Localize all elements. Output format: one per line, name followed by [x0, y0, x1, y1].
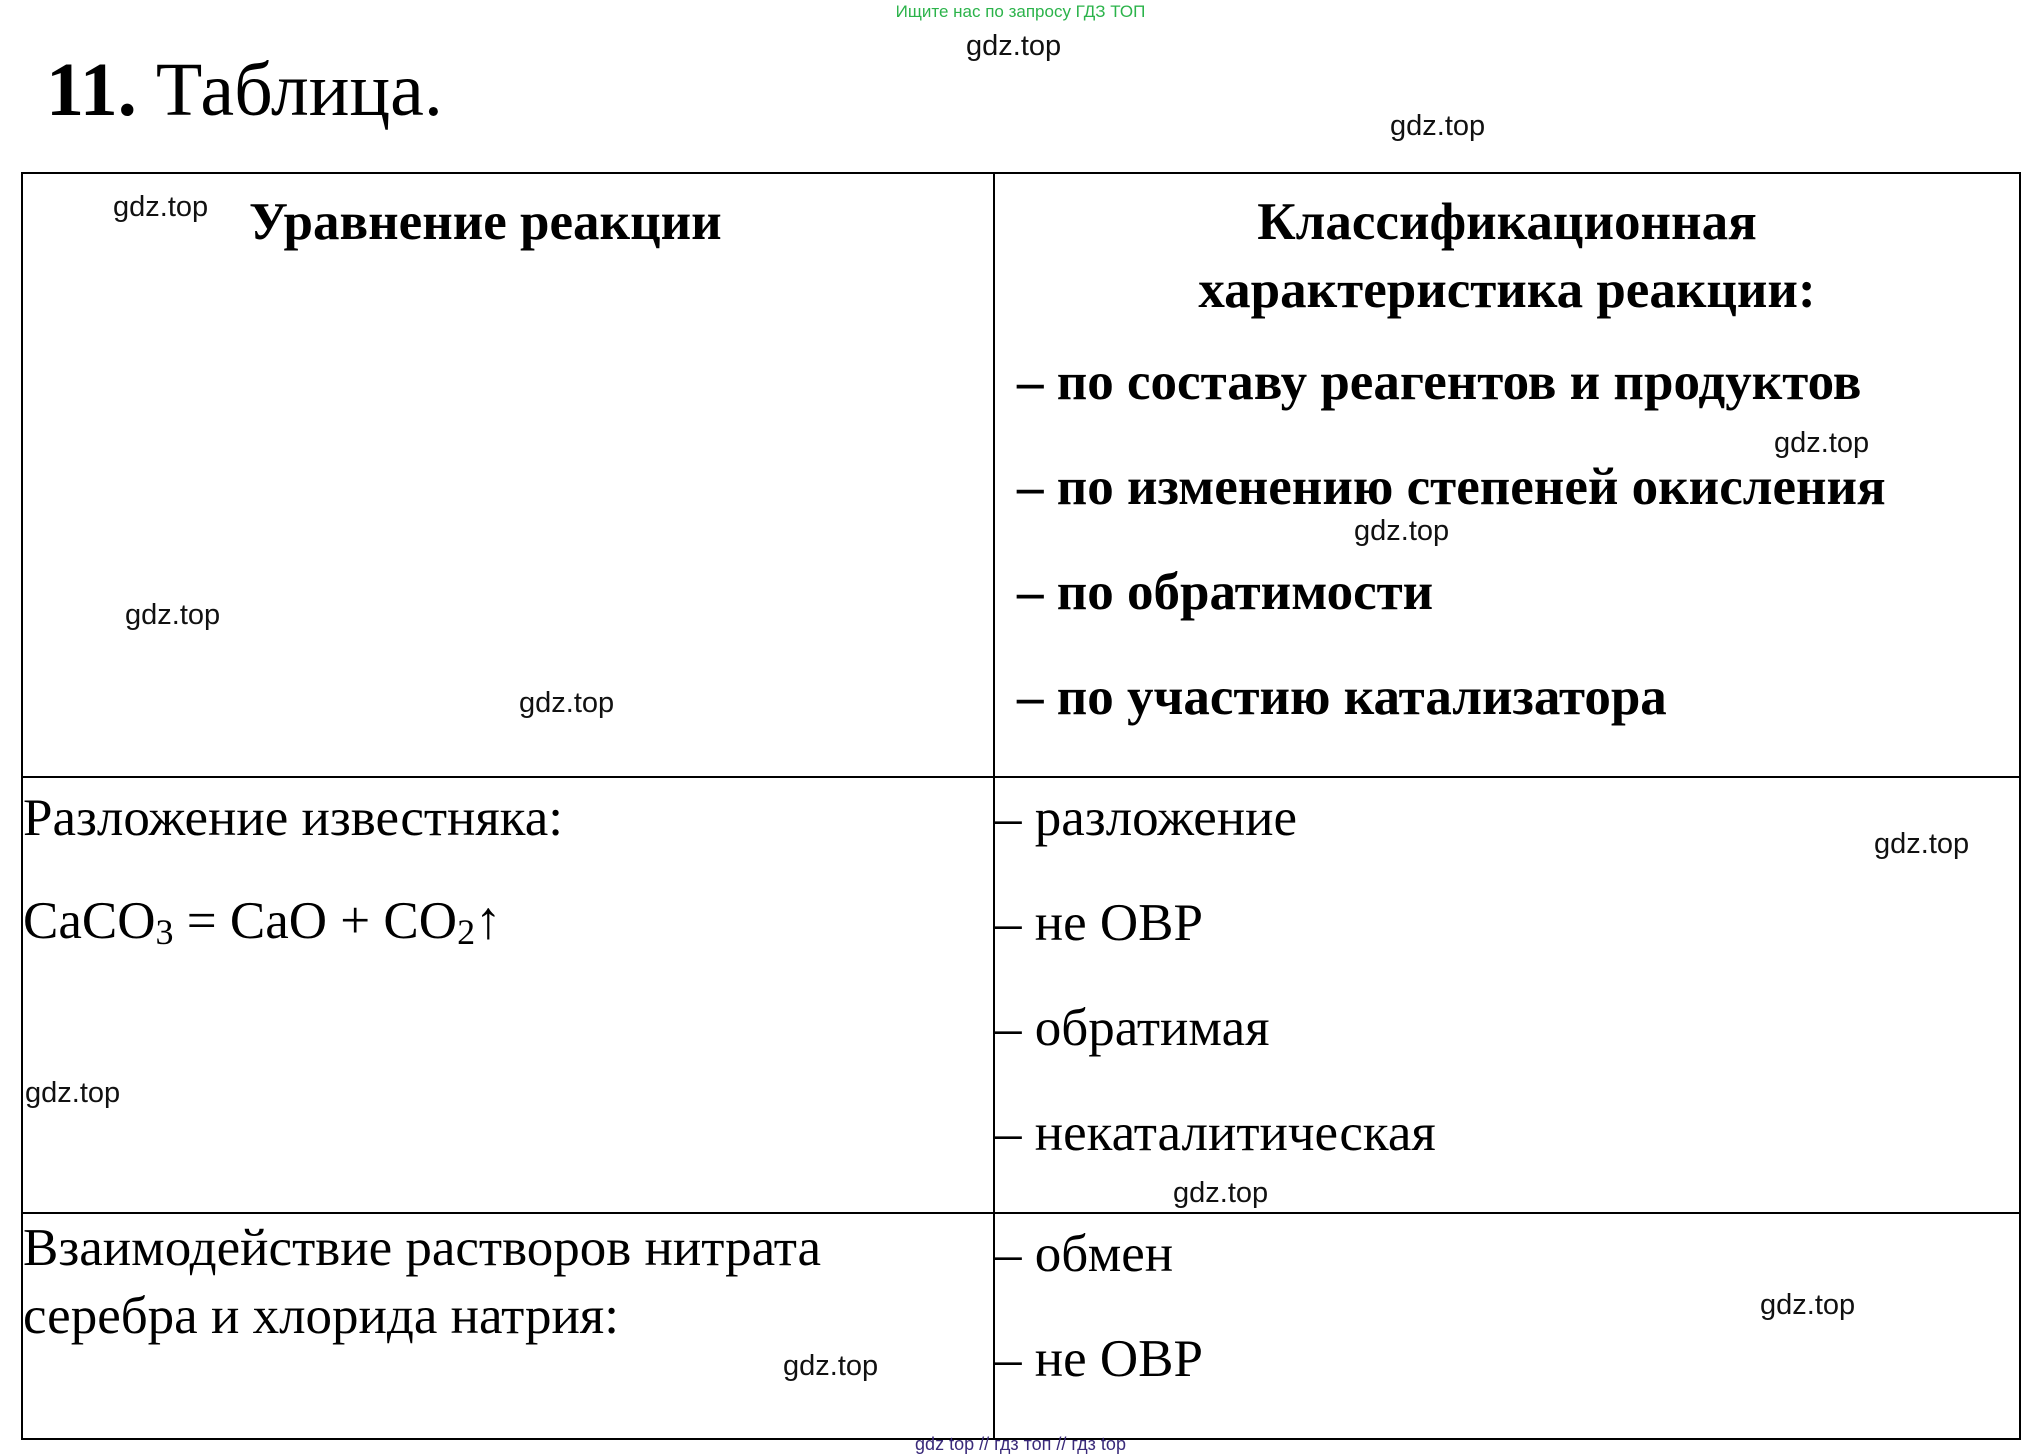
watermark: gdz.top [1760, 1289, 1856, 1321]
row-right-cell [994, 777, 2020, 1213]
eq-part: = CaO + CO [173, 892, 458, 950]
watermark: gdz.top [113, 191, 209, 223]
reaction-table [21, 172, 2021, 1440]
eq-part: CaCO [23, 892, 156, 950]
row-left-cell [22, 1213, 994, 1439]
watermark: gdz.top [783, 1350, 879, 1382]
classification-item: – не ОВР [995, 894, 1203, 952]
header-right-cell [994, 173, 2020, 777]
eq-subscript: 3 [155, 912, 174, 952]
table-row [22, 1213, 2020, 1439]
criterion-item: – по составу реагентов и продуктов [1017, 353, 1862, 411]
header-classification-line1: Классификационная [1257, 193, 1757, 251]
criterion-item: – по участию катализатора [1017, 668, 1667, 726]
task-number: 11. [46, 48, 137, 132]
classification-item: – обратимая [995, 999, 1270, 1057]
header-equation: Уравнение реакции [249, 193, 722, 251]
watermark: gdz.top [25, 1077, 121, 1109]
eq-subscript: 2 [457, 912, 476, 952]
classification-item: – не ОВР [995, 1330, 1203, 1388]
table-row [22, 777, 2020, 1213]
watermark: gdz.top [966, 30, 1062, 62]
watermark: gdz.top [1390, 110, 1486, 142]
header-classification [995, 174, 2019, 324]
watermark: gdz.top [1354, 515, 1450, 547]
watermark: gdz.top [1874, 828, 1970, 860]
top-banner: Ищите нас по запросу ГДЗ ТОП [895, 2, 1146, 21]
title-text: Таблица. [155, 48, 443, 132]
row-left-cell [22, 777, 994, 1213]
footer-watermark: gdz top // гдз топ // гдз top [915, 1434, 1126, 1454]
reaction-equation [23, 892, 993, 952]
header-left-cell [22, 173, 994, 777]
page-title [46, 48, 443, 132]
criterion-item: – по обратимости [1017, 563, 1434, 621]
criterion-item: – по изменению степеней окисления [1017, 458, 1886, 516]
gas-arrow-icon: ↑ [475, 892, 502, 950]
classification-item: – обмен [995, 1225, 1174, 1283]
row-right-cell [994, 1213, 2020, 1439]
criteria-list [995, 353, 2019, 776]
watermark: gdz.top [1173, 1177, 1269, 1209]
classification-item: – разложение [995, 789, 1298, 847]
reaction-label: Разложение известняка: [23, 789, 563, 847]
watermark: gdz.top [1774, 427, 1870, 459]
watermark: gdz.top [125, 599, 221, 631]
reaction-label-line1: Взаимодействие растворов нитрата [23, 1219, 822, 1277]
watermark: gdz.top [519, 687, 615, 719]
classification-item: – некаталитическая [995, 1104, 1436, 1162]
table-header-row [22, 173, 2020, 777]
header-classification-line2: характеристика реакции: [1198, 261, 1816, 319]
reaction-label-line2: серебра и хлорида натрия: [23, 1287, 619, 1345]
